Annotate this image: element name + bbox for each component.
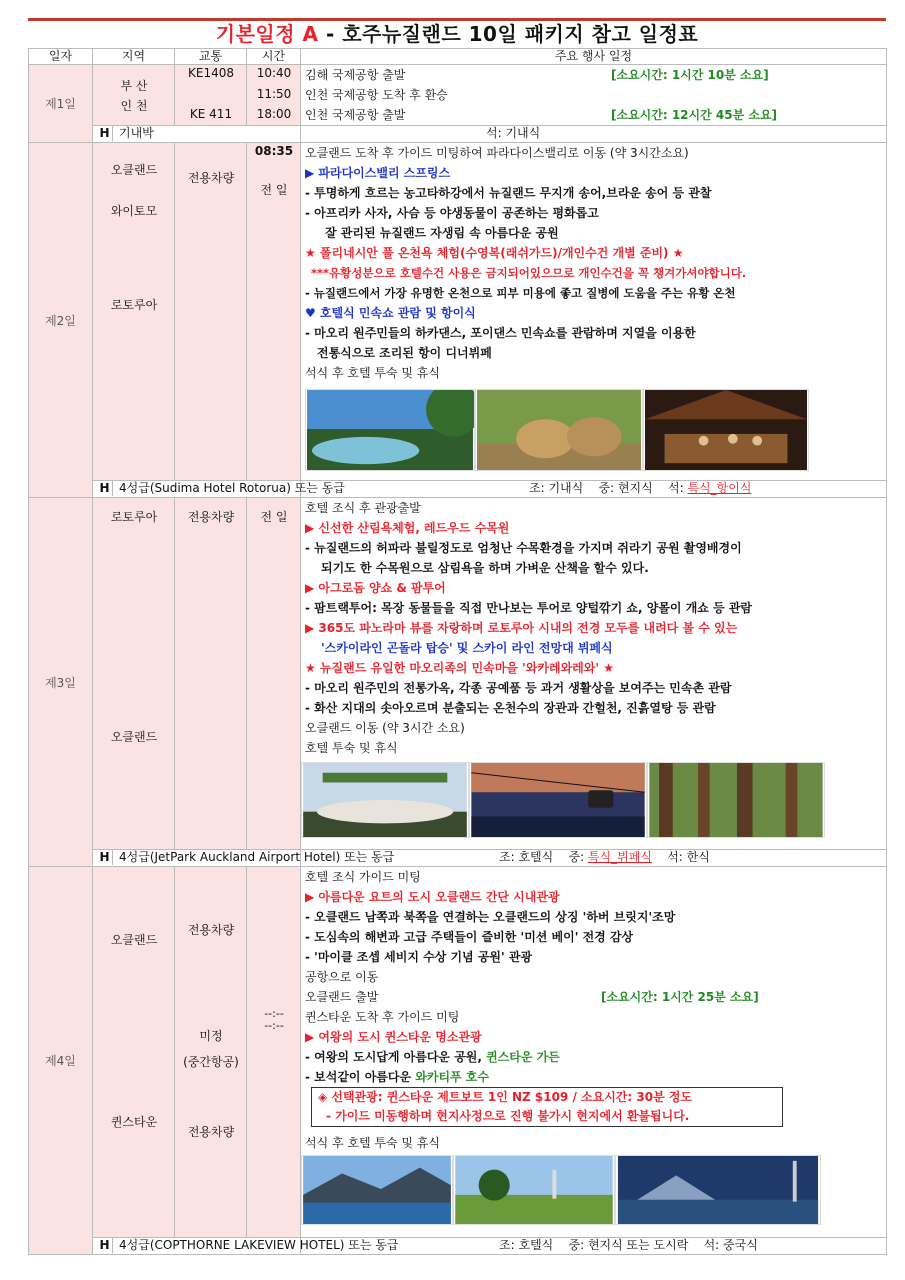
day2-meal-dinner-label: 석:: [668, 481, 688, 495]
day3-line-10: - 마오리 원주민의 전통가옥, 각종 공예품 등 과거 생활상을 보여주는 민속촌 관람: [305, 681, 732, 695]
day4-hotel-text: 4성급(COPTHORNE LAKEVIEW HOTEL) 또는 동급: [119, 1238, 399, 1252]
lake-wakatipu: 와카티푸 호수: [415, 1070, 489, 1084]
gondola-photo: [469, 762, 647, 838]
day3-line-1: 호텔 조식 후 관광출발: [305, 501, 421, 515]
day2-hotel-text: 4성급(Sudima Hotel Rotorua) 또는 동급: [119, 481, 345, 495]
day4-meal-breakfast: 조: 호텔식: [499, 1238, 554, 1252]
day1-region-incheon: 인 천: [120, 99, 148, 113]
day4-times: [247, 867, 301, 1238]
day2-time-2: 전 일: [260, 183, 288, 197]
day4-label: 제4일: [29, 867, 93, 1255]
hotel-marker: H: [97, 850, 113, 865]
day1-flight-2: KE 411: [189, 107, 233, 121]
sheep-show-photo: [301, 762, 469, 838]
day4-duration: [소요시간: 1시간 25분 소요]: [601, 990, 759, 1004]
day2-vehicle: 전용차량: [187, 171, 235, 185]
day1-flight-1: KE1408: [188, 66, 234, 80]
day2-line-10: - 마오리 원주민들의 하카댄스, 포이댄스 민속쇼를 관람하며 지열을 이용한: [305, 326, 696, 340]
title-highlight: 기본일정 A: [215, 22, 319, 46]
day3-hotel-row: [29, 850, 887, 867]
day4-time-1: --:--: [264, 1007, 284, 1020]
optional-tour-line-2: - 가이드 미동행하며 현지사정으로 진행 불가시 현지에서 환불됩니다.: [326, 1109, 690, 1123]
day3-region-auckland: 오클랜드: [110, 730, 158, 744]
optional-tour-line-1: ◈ 선택관광: 퀸스타운 제트보트 1인 NZ $109 / 소요시간: 30분 정도: [318, 1090, 693, 1104]
day1-row: [29, 65, 887, 126]
day2-line-8: - 뉴질랜드에서 가장 유명한 온천으로 피부 미용에 좋고 질병에 도움을 주는 유황 온천: [305, 286, 736, 300]
day3-line-13: 호텔 투숙 및 휴식: [305, 741, 398, 755]
day3-meal-dinner: 석: 한식: [667, 850, 710, 864]
day3-time: 전 일: [260, 510, 288, 524]
day3-label: 제3일: [29, 498, 93, 867]
day4-line-10: - 여왕의 도시답게 아름다운 공원, 퀸스타운 가든: [305, 1050, 560, 1064]
day3-region: [93, 498, 175, 850]
mission-bay-photo: [453, 1155, 615, 1225]
day3-row: [29, 498, 887, 850]
day2-meal-dinner: 특식_항이식: [687, 481, 752, 495]
day4-flight-domestic: (중간항공): [183, 1055, 239, 1069]
day2-meal-breakfast: 조: 기내식: [529, 481, 584, 495]
day2-photos: [305, 383, 886, 480]
harbour-photo: [615, 1155, 821, 1225]
day2-region: [93, 143, 175, 481]
day4-flight-tbd: 미정: [199, 1029, 223, 1043]
day3-meal-lunch: 특식_뷔페식: [587, 850, 652, 864]
day1-hotel: [93, 126, 301, 143]
day4-row: [29, 867, 887, 1238]
day4-schedule: [301, 867, 887, 1238]
day2-schedule: [301, 143, 887, 481]
day4-line-3: - 오클랜드 남쪽과 북쪽을 연결하는 오클랜드의 상징 '하버 브릿지'조망: [305, 910, 676, 924]
day2-region-waitomo: 와이토모: [110, 204, 158, 218]
day3-region-rotorua: 로토루아: [110, 510, 158, 524]
col-header-transport: 교통: [175, 49, 247, 65]
day3-hotel-text: 4성급(JetPark Auckland Airport Hotel) 또는 동급: [119, 850, 395, 864]
day4-line-6: 공항으로 이동: [305, 970, 379, 984]
day3-transport: [175, 498, 247, 850]
day1-duration-2: [소요시간: 12시간 45분 소요]: [611, 108, 778, 122]
day2-transport: [175, 143, 247, 481]
day4-vehicle-2: 전용차량: [187, 1125, 235, 1139]
hot-spring-photo: [305, 389, 475, 471]
day2-hotel: [93, 481, 345, 498]
day3-photos: [305, 758, 886, 849]
day3-meal-lunch-label: 중:: [568, 850, 588, 864]
day1-time-3: 18:00: [256, 107, 292, 121]
day3-line-8: '스카이라인 곤돌라 탑승' 및 스카이 라인 전망대 뷔페식: [321, 641, 613, 655]
day1-time-2: 11:50: [256, 87, 292, 101]
day2-hotel-row: [29, 481, 887, 498]
day4-region-queenstown: 퀸스타운: [110, 1115, 158, 1129]
day3-line-7: ▶ 365도 파노라마 뷰를 자랑하며 로토루아 시내의 전경 모두를 내려다 볼 수 있는: [305, 621, 738, 635]
day1-meals: [301, 126, 887, 143]
day1-duration-1: [소요시간: 1시간 10분 소요]: [611, 68, 769, 82]
day2-line-9: ♥ 호텔식 민속쇼 관람 및 항이식: [305, 306, 476, 320]
day2-line-12: 석식 후 호텔 투숙 및 휴식: [305, 366, 440, 380]
day4-line-2: ▶ 아름다운 요트의 도시 오클랜드 간단 시내관광: [305, 890, 560, 904]
day4-vehicle-1: 전용차량: [187, 923, 235, 937]
day1-time-1: 10:40: [256, 66, 292, 80]
col-header-day: 일자: [29, 49, 93, 65]
day3-line-12: 오클랜드 이동 (약 3시간 소요): [305, 721, 465, 735]
day4-photos: [305, 1153, 886, 1237]
day3-line-11: - 화산 지대의 솟아오르며 분출되는 온천수의 장관과 간헐천, 진흙열탕 등 관람: [305, 701, 716, 715]
queenstown-garden: 퀸스타운 가든: [486, 1050, 560, 1064]
hotel-marker: H: [97, 126, 113, 141]
day3-line-6: - 팜트랙투어: 목장 동물들을 직접 만나보는 투어로 양털깎기 쇼, 양몰이 개쇼 등 관람: [305, 601, 753, 615]
day4-line-1: 호텔 조식 가이드 미팅: [305, 870, 421, 884]
day1-meal-dinner: 석: 기내식: [486, 126, 541, 140]
day4-hotel: [93, 1238, 399, 1255]
day1-transport: [175, 65, 247, 126]
schedule-table: [28, 48, 887, 1255]
day3-schedule: [301, 498, 887, 850]
day3-line-5: ▶ 아그로돔 양쇼 & 팜투어: [305, 581, 446, 595]
day1-times: [247, 65, 301, 126]
day4-meal-lunch: 중: 현지식 또는 도시락: [568, 1238, 689, 1252]
day3-line-4: 되기도 한 수목원으로 삼림욕을 하며 가벼운 산책을 할수 있다.: [321, 561, 649, 575]
day1-label: 제1일: [29, 65, 93, 143]
lake-photo: [301, 1155, 453, 1225]
hotel-marker: H: [97, 1238, 113, 1253]
day2-region-rotorua: 로토루아: [110, 298, 158, 312]
day2-times: [247, 143, 301, 481]
day4-time-2: --:--: [264, 1019, 284, 1032]
day1-hotel-text: 기내박: [119, 126, 154, 140]
day2-line-3: - 투명하게 흐르는 농고타하강에서 뉴질랜드 무지개 송어,브라운 송어 등 관찰: [305, 186, 712, 200]
day4-meal-dinner: 석: 중국식: [703, 1238, 758, 1252]
title-rest: - 호주뉴질랜드 10일 패키지 참고 일정표: [318, 22, 699, 46]
day4-hotel-row: [29, 1238, 887, 1255]
day4-line-11: - 보석같이 아름다운 와카티푸 호수: [305, 1070, 489, 1084]
day2-meals: [301, 481, 887, 498]
col-header-time: 시간: [247, 49, 301, 65]
day4-region-auckland: 오클랜드: [110, 933, 158, 947]
day2-line-5: 잘 관리된 뉴질랜드 자생림 속 아름다운 공원: [325, 226, 559, 240]
day2-line-2: ▶ 파라다이스밸리 스프링스: [305, 166, 451, 180]
col-header-region: 지역: [93, 49, 175, 65]
day4-line-9: ▶ 여왕의 도시 퀸스타운 명소관광: [305, 1030, 482, 1044]
day3-vehicle: 전용차량: [187, 510, 235, 524]
day4-line-5: - '마이클 조셉 세비지 수상 기념 공원' 관광: [305, 950, 533, 964]
day3-hotel: [93, 850, 395, 867]
day4-transport: [175, 867, 247, 1238]
day4-region: [93, 867, 175, 1238]
day2-label: 제2일: [29, 143, 93, 498]
day3-meal-breakfast: 조: 호텔식: [499, 850, 554, 864]
day2-time-1: 08:35: [254, 144, 294, 158]
day2-line-6: ★ 폴리네시안 풀 온천욕 체험(수영복(래쉬가드)/개인수건 개별 준비) ★: [305, 246, 684, 260]
optional-tour-box: [311, 1087, 783, 1127]
day1-hotel-row: [29, 126, 887, 143]
day1-region: [93, 65, 175, 126]
day3-line-2: ▶ 신선한 산림욕체험, 레드우드 수목원: [305, 521, 510, 535]
day1-schedule: [301, 65, 887, 126]
day4-line-7: 오클랜드 출발 [소요시간: 1시간 25분 소요]: [305, 987, 886, 1007]
day2-region-auckland: 오클랜드: [110, 163, 158, 177]
hotel-marker: H: [97, 481, 113, 496]
day2-meal-lunch: 중: 현지식: [598, 481, 653, 495]
day1-line-3: 인천 국제공항 출발 [소요시간: 12시간 45분 소요]: [305, 105, 886, 125]
day4-line-8: 퀸스타운 도착 후 가이드 미팅: [305, 1010, 460, 1024]
day2-line-4: - 아프리카 사자, 사슴 등 야생동물이 공존하는 평화롭고: [305, 206, 599, 220]
redwood-photo: [647, 762, 825, 838]
header-row: [29, 49, 887, 65]
day3-times: [247, 498, 301, 850]
day2-row: [29, 143, 887, 481]
day3-line-3: - 뉴질랜드의 허파라 불릴정도로 엄청난 수목환경을 가지며 쥐라기 공원 촬영배경이: [305, 541, 742, 555]
day2-line-11: 전통식으로 조리된 항이 디너뷔페: [317, 346, 492, 360]
day3-line-9: ★ 뉴질랜드 유일한 마오리족의 민속마을 '와카레와레와' ★: [305, 661, 614, 675]
col-header-schedule: 주요 행사 일정: [301, 49, 887, 65]
page-title: [28, 21, 886, 48]
lion-photo: [475, 389, 643, 471]
day4-line-12: 석식 후 호텔 투숙 및 휴식: [305, 1136, 440, 1150]
day1-region-busan: 부 산: [120, 79, 148, 93]
day1-line-2: 인천 국제공항 도착 후 환승: [305, 88, 448, 102]
maori-show-photo: [643, 389, 809, 471]
day1-line-1: 김해 국제공항 출발 [소요시간: 1시간 10분 소요]: [305, 65, 886, 85]
day2-line-7: ***유황성분으로 호텔수건 사용은 금지되어있으므로 개인수건을 꼭 챙겨가셔야합니다.: [311, 266, 747, 280]
day4-line-4: - 도심속의 해변과 고급 주택들이 즐비한 '미션 베이' 전경 감상: [305, 930, 634, 944]
day2-line-1: 오클랜드 도착 후 가이드 미팅하여 파라다이스밸리로 이동 (약 3시간소요): [305, 146, 689, 160]
